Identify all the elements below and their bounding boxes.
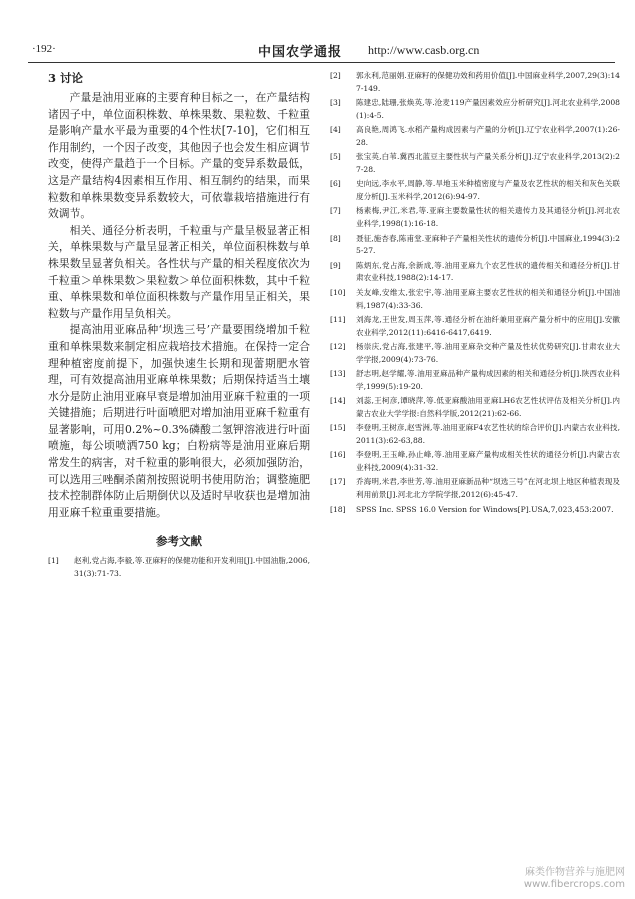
reference-item bbox=[330, 422, 620, 448]
page-number: ·192· bbox=[32, 43, 56, 55]
paragraph: 产量是油用亚麻的主要育种目标之一，在产量结构诸因子中，单位面积株数、单株果数、果粒数、千粒重是影响产量水平最为重要的4个性状[7-10]，它们相互作用制约，一个因子改变，其他因子也会发生相应调节改变，使得产量趋于一个目标。产量的变异系数最低，这是产量结构4因素相互作用、相互制约的结果，而果粒数和单株果数变异系数较大，可依靠栽培措施进行有效调节。 bbox=[48, 91, 310, 221]
reference-item bbox=[330, 205, 620, 231]
site-watermark bbox=[524, 867, 625, 891]
reference-item bbox=[330, 449, 620, 475]
reference-item bbox=[330, 368, 620, 394]
reference-index: [8] bbox=[330, 233, 341, 243]
reference-text: 杨崇庆,党占海,张建平,等.油用亚麻杂交种产量及性状优势研究[J].甘肃农业大学学报,2009(4):73-76. bbox=[356, 341, 620, 364]
reference-text: 张宝英,白苇.冀西北蓝豆主要性状与产量关系分析[J].辽宁农业科学,2013(2):27-28. bbox=[356, 152, 620, 175]
reference-index: [13] bbox=[330, 369, 346, 379]
reference-text: 刘蕊,王柯彦,谭晓萍,等.低亚麻酸油用亚麻LH6农艺性状评估及相关分析[J].内蒙古农业大学学报:自然科学版,2012(21):62-66. bbox=[356, 396, 620, 418]
reference-text: 刘海龙,王世发,周玉萍,等.通径分析在油纤兼用亚麻产量分析中的应用[J].安徽农业科学,2012(11):6416-6417,6419. bbox=[356, 314, 620, 337]
reference-text: SPSS Inc. SPSS 16.0 Version for Windows[P].USA,7,023,453:2007. bbox=[356, 504, 614, 514]
reference-text: 聂征,施杏春,陈甫堂.亚麻种子产量相关性状的遗传分析[J].中国麻业,1994(3):25-27. bbox=[356, 233, 620, 256]
reference-text: 乔海明,米君,李世芳,等.油用亚麻新品种“坝选三号”在河北坝上地区种植表现及利用前景[J].河北北方学院学报,2012(6):45-47. bbox=[356, 477, 620, 500]
reference-item bbox=[330, 260, 620, 286]
right-column bbox=[330, 70, 620, 518]
header-rule bbox=[28, 62, 615, 63]
reference-item bbox=[330, 124, 620, 150]
reference-item bbox=[330, 151, 620, 177]
reference-text: 李登明,王玉峰,孙止峰,等.油用亚麻产量构成相关性状的通径分析[J].内蒙古农业科技,2009(4):31-32. bbox=[356, 450, 620, 473]
reference-item bbox=[330, 341, 620, 367]
reference-index: [11] bbox=[330, 314, 346, 324]
paragraph: 提高油用亚麻品种‘坝选三号’产量要围绕增加千粒重和单株果数来制定相应栽培技术措施。在保持一定合理种植密度前提下，加强快速生长期和现蕾期肥水管理，可有效提高油用亚麻单株果数；后期保持适当土壤水分是防止油用亚麻早衰是增加油用亚麻千粒重的一项关键措施；后期进行叶面喷肥对增加油用亚麻千粒重有显著影响，可用0.2%~0.3%磷酸二氢钾溶液进行叶面喷施，每公顷喷洒750 kg；白粉病等是油用亚麻后期常发生的病害，对千粒重的影响很大，必须加强防治，可以选用三唑酮杀菌剂按照说明书使用防治；调整施肥技术控制群体防止后期倒伏以及适时早收获也是增加油用亚麻千粒重重要措施。 bbox=[48, 323, 310, 519]
reference-text: 李登明,王树彦,赵雪洲,等.油用亚麻F4农艺性状的综合评价[J].内蒙古农业科技,2011(3):62-63,88. bbox=[356, 423, 620, 446]
reference-text: 陈建忠,陆珊,张焕英,等.沧麦119产量因素效应分析研究[J].河北农业科学,2008(1):4-5. bbox=[356, 98, 620, 120]
left-column bbox=[48, 70, 310, 583]
page-header bbox=[28, 40, 615, 60]
reference-text: 关友峰,安维太,张宏宇,等.油用亚麻主要农艺性状的相关和通径分析[J].中国油料,1987(4):33-36. bbox=[356, 287, 620, 310]
watermark-title: 麻类作物营养与施肥网 bbox=[525, 867, 625, 878]
reference-text: 高良艳,周鸿飞.水稻产量构成因素与产量的分析[J].辽宁农业科学,2007(1):26-28. bbox=[356, 125, 620, 147]
reference-item bbox=[330, 287, 620, 313]
reference-item bbox=[330, 233, 620, 259]
reference-index: [3] bbox=[330, 98, 341, 108]
reference-item bbox=[330, 314, 620, 340]
reference-item bbox=[330, 70, 620, 96]
reference-text: 史向远,李水平,周静,等.旱地玉米种植密度与产量及农艺性状的相关和灰色关联度分析[J].玉米科学,2012(6):94-97. bbox=[356, 179, 620, 202]
reference-item bbox=[330, 178, 620, 204]
reference-text: 郭永利,范丽娟.亚麻籽的保健功效和药用价值[J].中国麻业科学,2007,29(3):147-149. bbox=[356, 71, 620, 93]
reference-text: 舒志明,赵学耀,等.油用亚麻品种产量构成因素的相关和通径分析[J].陕西农业科学,1999(5):19-20. bbox=[356, 369, 620, 391]
reference-item bbox=[330, 395, 620, 421]
journal-url: http://www.casb.org.cn bbox=[368, 43, 480, 57]
reference-index: [7] bbox=[330, 206, 341, 216]
reference-index: [10] bbox=[330, 287, 346, 297]
reference-index: [1] bbox=[48, 556, 59, 566]
watermark-url: www.fibercrops.com bbox=[523, 879, 625, 890]
reference-item bbox=[330, 97, 620, 123]
reference-index: [9] bbox=[330, 260, 341, 270]
reference-text: 杨素梅,尹江,米君,等.亚麻主要数量性状的相关遗传力及其通径分析[J].河北农业科学,1998(1):16-18. bbox=[356, 206, 620, 229]
reference-text: 陈炳东,党占海,余新成,等.油用亚麻九个农艺性状的遗传相关和通径分析[J].甘肃农业科技,1988(2):14-17. bbox=[356, 260, 620, 283]
reference-index: [16] bbox=[330, 450, 346, 460]
reference-item bbox=[330, 504, 620, 517]
reference-index: [12] bbox=[330, 341, 346, 351]
reference-index: [4] bbox=[330, 125, 341, 135]
reference-text: 赵利,党占海,李毅,等.亚麻籽的保健功能和开发利用[J].中国油脂,2006,31(3):71-73. bbox=[74, 556, 310, 579]
journal-title: 中国农学通报 bbox=[258, 45, 343, 60]
reference-item bbox=[330, 476, 620, 502]
reference-index: [18] bbox=[330, 504, 346, 514]
reference-index: [15] bbox=[330, 423, 346, 433]
references-title: 参考文献 bbox=[156, 534, 202, 549]
reference-index: [17] bbox=[330, 477, 346, 487]
reference-index: [14] bbox=[330, 396, 346, 406]
reference-index: [2] bbox=[330, 71, 341, 80]
paragraph: 相关、通径分析表明，千粒重与产量呈极显著正相关，单株果数与产量呈显著正相关，单位面积株数与单株果数呈显著负相关。各性状与产量的相关程度依次为千粒重＞单株果数＞果粒数＞单位面积株数，其中千粒重、单株果数和单位面积株数与产量作用呈正相关，果粒数与产量作用呈负相关。 bbox=[48, 223, 310, 320]
reference-index: [6] bbox=[330, 179, 341, 189]
reference-index: [5] bbox=[330, 152, 341, 162]
reference-item bbox=[48, 555, 310, 581]
section-title: 3 讨论 bbox=[48, 71, 84, 85]
